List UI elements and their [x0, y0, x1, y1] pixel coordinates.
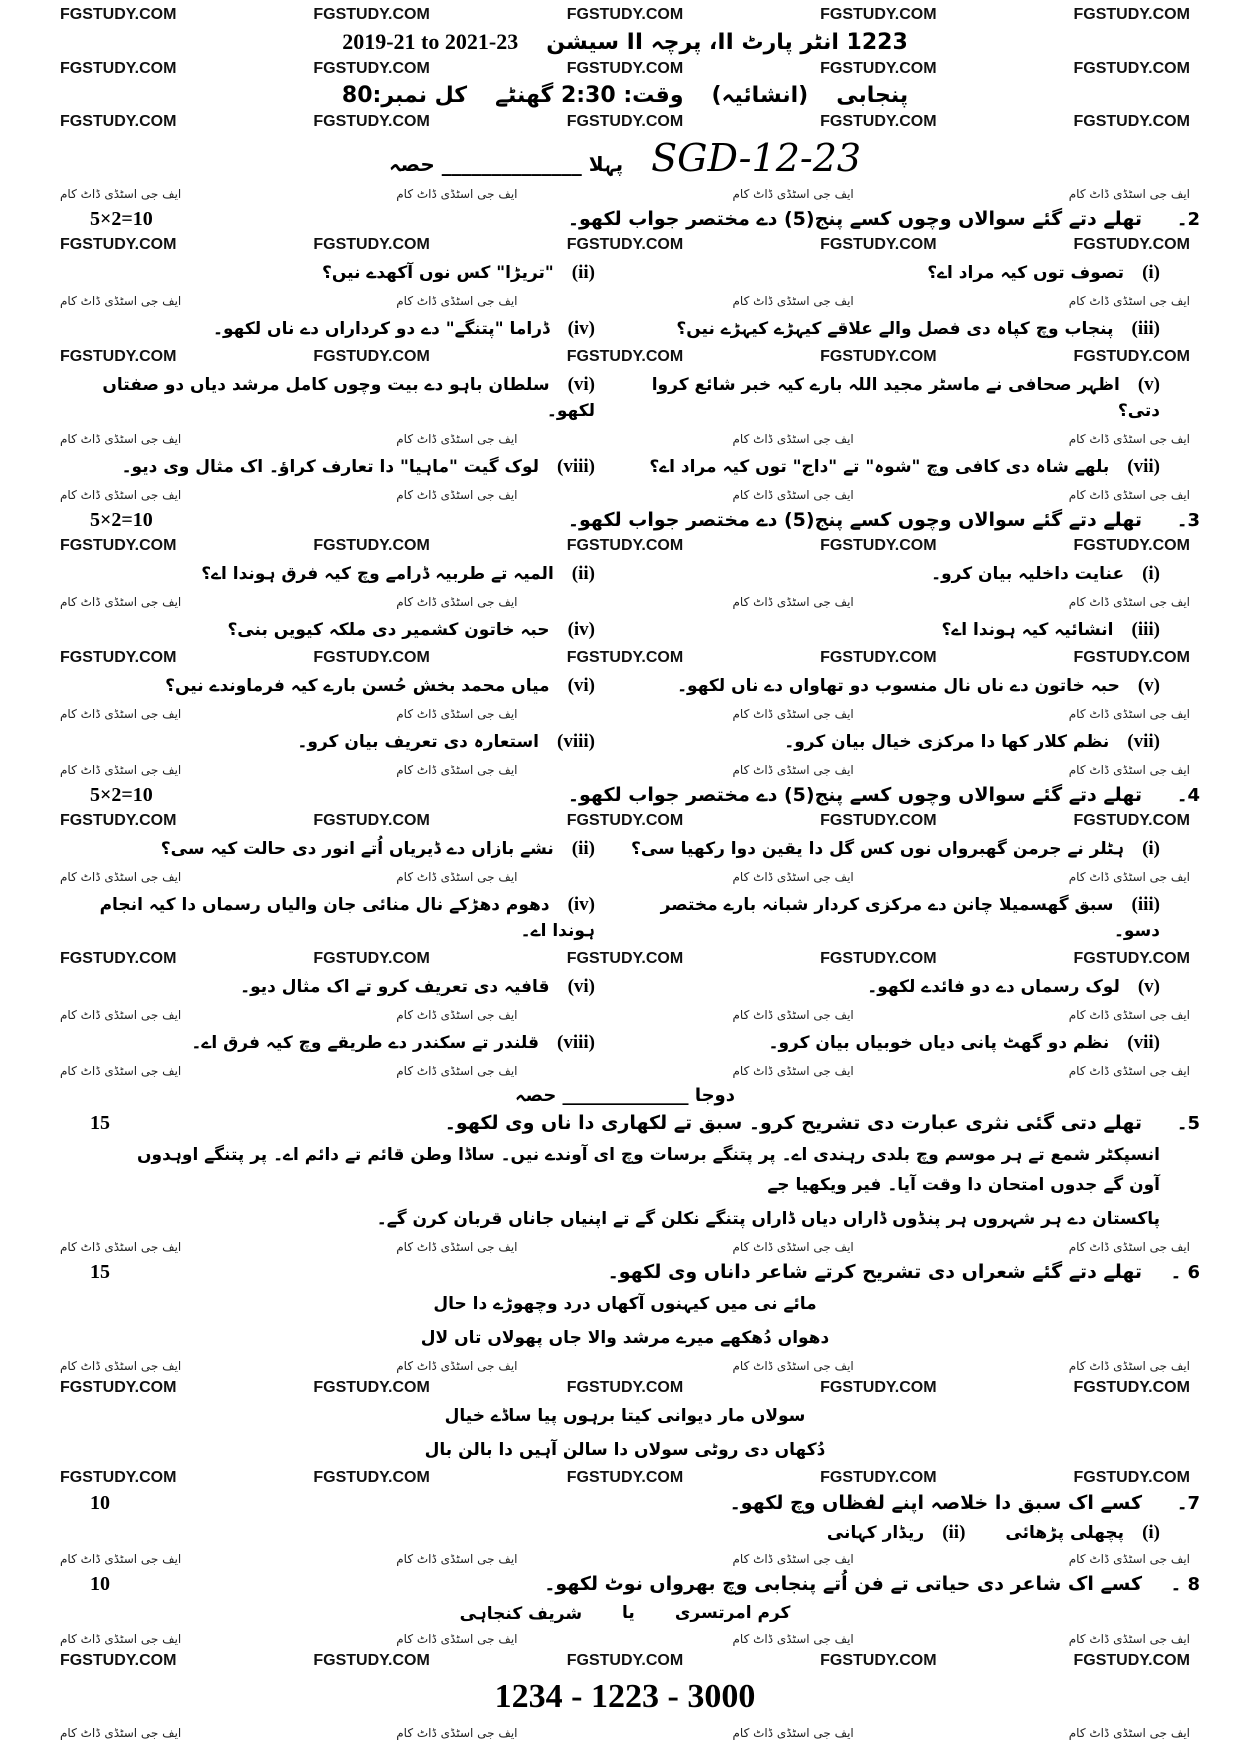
q3-part [625, 561, 1160, 587]
part-label: (vi) [567, 675, 595, 696]
watermark-row [50, 1722, 1200, 1744]
q3-header [50, 506, 1200, 535]
q4-part [60, 892, 595, 944]
part-text: سبق گھسمیلا چانن دے مرکزی کردار شبانہ بارے مختصر دسو۔ [660, 895, 1160, 941]
watermark-urdu: ایف جی اسٹڈی ڈاٹ کام [732, 870, 854, 884]
watermark-text: FGSTUDY.COM [566, 649, 684, 666]
footer-code: 1234 - 1223 - 3000 [494, 1678, 756, 1715]
q4-parts-row [50, 832, 1200, 866]
watermark-urdu: ایف جی اسٹڈی ڈاٹ کام [396, 1552, 518, 1566]
section-1-heading: پہلا ______________ حصہ [388, 152, 624, 176]
watermark-text: FGSTUDY.COM [566, 537, 684, 554]
q7-header [50, 1489, 1200, 1518]
watermark-text: FGSTUDY.COM [60, 6, 177, 23]
q2-header [50, 205, 1200, 234]
part-label: (viii) [557, 731, 595, 752]
q3-part [60, 561, 595, 587]
watermark-row [50, 484, 1200, 506]
q3-part [625, 673, 1160, 699]
watermark-urdu: ایف جی اسٹڈی ڈاٹ کام [1068, 294, 1190, 308]
part-text: لوک گیت "ماہیا" دا تعارف کراؤ۔ اک مثال وی دیو۔ [121, 457, 539, 477]
q2-parts-row [50, 450, 1200, 484]
watermark-urdu: ایف جی اسٹڈی ڈاٹ کام [732, 1064, 854, 1078]
q3-part [60, 729, 595, 755]
watermark-text: FGSTUDY.COM [313, 236, 430, 253]
part-text: المیہ تے طربیہ ڈرامے وچ کیہ فرق ہوندا اے؟ [201, 564, 554, 584]
part-text: نشے بازاں دے ڈیریاں اُتے انور دی حالت کیہ سی؟ [160, 839, 554, 859]
watermark-text: FGSTUDY.COM [60, 1652, 177, 1669]
watermark-urdu: ایف جی اسٹڈی ڈاٹ کام [1068, 1240, 1190, 1254]
watermark-urdu: ایف جی اسٹڈی ڈاٹ کام [732, 595, 854, 609]
watermark-text: FGSTUDY.COM [820, 60, 937, 77]
q7-option-2 [827, 1522, 966, 1544]
watermark-urdu: ایف جی اسٹڈی ڈاٹ کام [396, 595, 518, 609]
watermark-urdu: ایف جی اسٹڈی ڈاٹ کام [732, 187, 854, 201]
part-label: (vi) [567, 976, 595, 997]
part-text: دھوم دھڑکے نال منائی جان والیاں رسماں دا کیہ انجام ہوندا اے۔ [99, 895, 595, 941]
watermark-text: FGSTUDY.COM [60, 950, 177, 967]
part-label: (vi) [567, 374, 595, 395]
q3-instruction: تھلے دتے گئے سوالاں وچوں کسے پنج(5) دے مختصر جواب لکھو۔ [567, 509, 1142, 531]
watermark-urdu: ایف جی اسٹڈی ڈاٹ کام [60, 763, 182, 777]
watermark-urdu: ایف جی اسٹڈی ڈاٹ کام [60, 187, 182, 201]
q3-part [60, 617, 595, 643]
watermark-text: FGSTUDY.COM [820, 1469, 937, 1486]
q8-option-or: یا [622, 1603, 635, 1623]
part-text: قافیہ دی تعریف کرو تے اک مثال دیو۔ [240, 977, 550, 997]
q6-instruction: تھلے دتے گئے شعراں دی تشریح کرتے شاعر داناں وی لکھو۔ [607, 1261, 1142, 1283]
watermark-urdu: ایف جی اسٹڈی ڈاٹ کام [60, 1240, 182, 1254]
watermark-text: FGSTUDY.COM [60, 649, 177, 666]
watermark-urdu: ایف جی اسٹڈی ڈاٹ کام [732, 488, 854, 502]
part-label: (vii) [1127, 456, 1160, 477]
watermark-text: FGSTUDY.COM [820, 1379, 937, 1396]
watermark-row [50, 703, 1200, 725]
session: 2019-21 to 2021-23 [342, 29, 519, 54]
part-label: (ii) [571, 563, 595, 584]
q4-part [625, 974, 1160, 1000]
watermark-urdu: ایف جی اسٹڈی ڈاٹ کام [732, 1632, 854, 1646]
q4-header [50, 781, 1200, 810]
watermark-urdu: ایف جی اسٹڈی ڈاٹ کام [1068, 187, 1190, 201]
watermark-text: FGSTUDY.COM [566, 950, 684, 967]
part-label: (v) [1137, 675, 1160, 696]
watermark-urdu: ایف جی اسٹڈی ڈاٹ کام [396, 707, 518, 721]
watermark-row [50, 1650, 1200, 1672]
q3-marks: 5×2=10 [90, 509, 153, 531]
watermark-text: FGSTUDY.COM [1073, 537, 1190, 554]
watermark-urdu: ایف جی اسٹڈی ڈاٹ کام [732, 1552, 854, 1566]
watermark-text: FGSTUDY.COM [820, 649, 937, 666]
q6-header [50, 1258, 1200, 1287]
part-label: (iv) [567, 619, 595, 640]
q2-marks: 5×2=10 [90, 208, 153, 230]
part-label: (ii) [571, 262, 595, 283]
watermark-text: FGSTUDY.COM [820, 812, 937, 829]
watermark-urdu: ایف جی اسٹڈی ڈاٹ کام [732, 432, 854, 446]
watermark-text: FGSTUDY.COM [820, 537, 937, 554]
q4-parts-row [50, 888, 1200, 948]
watermark-urdu: ایف جی اسٹڈی ڈاٹ کام [396, 1064, 518, 1078]
watermark-row [50, 1628, 1200, 1650]
watermark-text: FGSTUDY.COM [566, 236, 684, 253]
q7-number: 7۔ [1176, 1493, 1200, 1514]
watermark-row [50, 1004, 1200, 1026]
part-label: (iii) [1131, 318, 1160, 339]
q4-part [625, 892, 1160, 944]
watermark-urdu: ایف جی اسٹڈی ڈاٹ کام [396, 294, 518, 308]
watermark-row [50, 234, 1200, 256]
q5-passage-line-2: پاکستان دے ہر شہروں ہر پنڈوں ڈاراں دیاں ڈاراں پتنگے نکلن گے تے اپنیاں جاناں قربان کرن گے۔ [376, 1209, 1160, 1229]
watermark-text: FGSTUDY.COM [1073, 1379, 1190, 1396]
watermark-urdu: ایف جی اسٹڈی ڈاٹ کام [1068, 1359, 1190, 1373]
watermark-urdu: ایف جی اسٹڈی ڈاٹ کام [396, 1726, 518, 1740]
watermark-urdu: ایف جی اسٹڈی ڈاٹ کام [396, 1240, 518, 1254]
watermark-text: FGSTUDY.COM [566, 60, 684, 77]
watermark-urdu: ایف جی اسٹڈی ڈاٹ کام [60, 1064, 182, 1078]
q3-parts-row [50, 613, 1200, 647]
watermark-row [50, 290, 1200, 312]
option-label: (i) [1142, 1522, 1160, 1543]
part-text: پنجاب وچ کپاہ دی فصل والے علاقے کیہڑے کیہڑے نیں؟ [676, 319, 1114, 339]
watermark-urdu: ایف جی اسٹڈی ڈاٹ کام [1068, 1632, 1190, 1646]
q6-verse-1: مائے نی میں کیہنوں آکھاں درد وچھوڑے دا حال [433, 1294, 817, 1314]
q4-marks: 5×2=10 [90, 784, 153, 806]
part-text: میاں محمد بخش حُسن بارے کیہ فرماوندے نیں؟ [165, 676, 550, 696]
watermark-urdu: ایف جی اسٹڈی ڈاٹ کام [60, 1632, 182, 1646]
q4-part [60, 1030, 595, 1056]
part-text: قلندر تے سکندر دے طریقے وچ کیہ فرق اے۔ [191, 1033, 539, 1053]
q6-verse-3: سولاں مار دیوانی کیتا برہوں پیا ساڈے خیال [444, 1406, 806, 1426]
part-label: (viii) [557, 1032, 595, 1053]
watermark-text: FGSTUDY.COM [60, 113, 177, 130]
watermark-text: FGSTUDY.COM [820, 6, 937, 23]
watermark-text: FGSTUDY.COM [313, 6, 430, 23]
watermark-urdu: ایف جی اسٹڈی ڈاٹ کام [732, 707, 854, 721]
watermark-urdu: ایف جی اسٹڈی ڈاٹ کام [732, 1240, 854, 1254]
part-label: (v) [1137, 976, 1160, 997]
q4-part [625, 1030, 1160, 1056]
part-text: ڈراما "پتنگے" دے دو کرداراں دے ناں لکھو۔ [213, 319, 550, 339]
q2-parts-row [50, 312, 1200, 346]
watermark-text: FGSTUDY.COM [1073, 113, 1190, 130]
watermark-row [50, 535, 1200, 557]
watermark-text: FGSTUDY.COM [313, 1652, 430, 1669]
q8-option-2: شریف کنجاہی [459, 1604, 583, 1624]
watermark-text: FGSTUDY.COM [566, 1652, 684, 1669]
watermark-text: FGSTUDY.COM [566, 348, 684, 365]
watermark-urdu: ایف جی اسٹڈی ڈاٹ کام [60, 1552, 182, 1566]
part-text: لوک رسماں دے دو فائدے لکھو۔ [867, 977, 1120, 997]
q8-marks: 10 [90, 1573, 110, 1595]
watermark-urdu: ایف جی اسٹڈی ڈاٹ کام [732, 763, 854, 777]
watermark-text: FGSTUDY.COM [1073, 950, 1190, 967]
q7-marks: 10 [90, 1492, 110, 1514]
q6-number: 6 ۔ [1170, 1262, 1200, 1283]
q6-verse-4: دُکھاں دی روٹی سولاں دا سالن آہیں دا بالن بال [424, 1440, 826, 1460]
watermark-urdu: ایف جی اسٹڈی ڈاٹ کام [396, 432, 518, 446]
q5-number: 5۔ [1176, 1113, 1200, 1134]
watermark-text: FGSTUDY.COM [1073, 1469, 1190, 1486]
q5-instruction: تھلے دتی گئی نثری عبارت دی تشریح کرو۔ سبق تے لکھاری دا ناں وی لکھو۔ [444, 1112, 1142, 1134]
watermark-urdu: ایف جی اسٹڈی ڈاٹ کام [1068, 1552, 1190, 1566]
part-label: (i) [1142, 838, 1160, 859]
q3-parts-row [50, 725, 1200, 759]
part-label: (v) [1137, 374, 1160, 395]
watermark-urdu: ایف جی اسٹڈی ڈاٹ کام [1068, 595, 1190, 609]
watermark-text: FGSTUDY.COM [60, 1379, 177, 1396]
watermark-text: FGSTUDY.COM [313, 348, 430, 365]
watermark-text: FGSTUDY.COM [313, 1469, 430, 1486]
q8-option-1: کرم امرتسری [674, 1603, 791, 1623]
watermark-row [50, 183, 1200, 205]
q2-part [625, 260, 1160, 286]
watermark-urdu: ایف جی اسٹڈی ڈاٹ کام [1068, 1008, 1190, 1022]
q8-instruction: کسے اک شاعر دی حیاتی تے فن اُتے پنجابی وچ بھرواں نوٹ لکھو۔ [544, 1573, 1142, 1595]
watermark-urdu: ایف جی اسٹڈی ڈاٹ کام [396, 870, 518, 884]
watermark-urdu: ایف جی اسٹڈی ڈاٹ کام [732, 1008, 854, 1022]
part-text: ہٹلر نے جرمن گھبرواں نوں کس گل دا یقین دوا رکھیا سی؟ [630, 839, 1125, 859]
part-label: (iv) [567, 318, 595, 339]
watermark-urdu: ایف جی اسٹڈی ڈاٹ کام [396, 763, 518, 777]
option-text: پچھلی پڑھائی [1005, 1523, 1125, 1543]
part-label: (i) [1142, 262, 1160, 283]
q7-instruction: کسے اک سبق دا خلاصہ اپنے لفظاں وچ لکھو۔ [729, 1492, 1142, 1514]
q2-number: 2۔ [1176, 209, 1200, 230]
q2-part [625, 316, 1160, 342]
option-label: (ii) [942, 1522, 966, 1543]
header-line-2 [50, 80, 1200, 111]
section-1-row [50, 133, 1200, 183]
q5-passage-line-1: انسپکٹر شمع تے ہر موسم وچ بلدی رہندی اے۔ پر پتنگے برسات وچ ای آوندے نیں۔ ساڈا وطن قائم تے دائم اے۔ پر پتنگے اوہدوں آون گے جدوں امتحان دا وقت آیا۔ فیر ویکھیا جے [137, 1145, 1160, 1195]
q4-instruction: تھلے دتے گئے سوالاں وچوں کسے پنج(5) دے مختصر جواب لکھو۔ [567, 784, 1142, 806]
paper-type: (انشائیہ) [711, 83, 809, 108]
q8-header [50, 1570, 1200, 1599]
part-text: نظم دو گھٹ پانی دیاں خوبیاں بیان کرو۔ [768, 1033, 1110, 1053]
part-text: سلطان باہو دے بیت وچوں کامل مرشد دیاں دو صفتاں لکھو۔ [102, 375, 595, 421]
q4-part [625, 836, 1160, 862]
watermark-text: FGSTUDY.COM [313, 537, 430, 554]
exam-paper [50, 0, 1200, 1764]
paper-title: 1223 انٹر پارٹ II، پرچہ II سیشن [546, 30, 908, 55]
watermark-text: FGSTUDY.COM [820, 348, 937, 365]
part-label: (iv) [567, 894, 595, 915]
watermark-urdu: ایف جی اسٹڈی ڈاٹ کام [732, 1359, 854, 1373]
q7-options [50, 1518, 1200, 1548]
q2-parts-row [50, 256, 1200, 290]
part-label: (ii) [571, 838, 595, 859]
watermark-row [50, 4, 1200, 26]
q2-part [60, 316, 595, 342]
watermark-urdu: ایف جی اسٹڈی ڈاٹ کام [1068, 707, 1190, 721]
watermark-urdu: ایف جی اسٹڈی ڈاٹ کام [60, 1359, 182, 1373]
watermark-urdu: ایف جی اسٹڈی ڈاٹ کام [1068, 488, 1190, 502]
section-2-row [50, 1082, 1200, 1109]
q2-part [60, 260, 595, 286]
watermark-text: FGSTUDY.COM [1073, 348, 1190, 365]
watermark-urdu: ایف جی اسٹڈی ڈاٹ کام [1068, 432, 1190, 446]
part-text: اظہر صحافی نے ماسٹر مجید اللہ بارے کیہ خبر شائع کروا دتی؟ [651, 375, 1160, 421]
part-text: "تریڑا" کس نوں آکھدے نیں؟ [321, 263, 554, 283]
watermark-urdu: ایف جی اسٹڈی ڈاٹ کام [396, 187, 518, 201]
part-text: انشائیہ کیہ ہوندا اے؟ [941, 620, 1114, 640]
watermark-text: FGSTUDY.COM [566, 812, 684, 829]
part-label: (vii) [1127, 731, 1160, 752]
watermark-urdu: ایف جی اسٹڈی ڈاٹ کام [60, 870, 182, 884]
watermark-row [50, 428, 1200, 450]
q6-verse-2: دھواں دُھکھے میرے مرشد والا جاں پھولاں تاں لال [420, 1328, 830, 1348]
q4-part [60, 836, 595, 862]
watermark-text: FGSTUDY.COM [313, 812, 430, 829]
q3-part [60, 673, 595, 699]
watermark-urdu: ایف جی اسٹڈی ڈاٹ کام [60, 432, 182, 446]
watermark-urdu: ایف جی اسٹڈی ڈاٹ کام [60, 488, 182, 502]
watermark-urdu: ایف جی اسٹڈی ڈاٹ کام [396, 1359, 518, 1373]
watermark-text: FGSTUDY.COM [566, 1379, 684, 1396]
watermark-text: FGSTUDY.COM [1073, 6, 1190, 23]
watermark-row [50, 1467, 1200, 1489]
watermark-row [50, 1377, 1200, 1399]
q3-part [625, 617, 1160, 643]
section-2-heading: دوجا ______________ حصہ [515, 1085, 735, 1106]
watermark-text: FGSTUDY.COM [313, 60, 430, 77]
watermark-text: FGSTUDY.COM [566, 1469, 684, 1486]
watermark-text: FGSTUDY.COM [1073, 236, 1190, 253]
watermark-text: FGSTUDY.COM [60, 348, 177, 365]
watermark-row [50, 591, 1200, 613]
q7-option-1 [1005, 1522, 1160, 1544]
header-line-1 [50, 26, 1200, 58]
watermark-text: FGSTUDY.COM [820, 236, 937, 253]
watermark-row [50, 58, 1200, 80]
watermark-text: FGSTUDY.COM [1073, 60, 1190, 77]
q2-part [60, 372, 595, 424]
watermark-text: FGSTUDY.COM [313, 1379, 430, 1396]
watermark-urdu: ایف جی اسٹڈی ڈاٹ کام [1068, 870, 1190, 884]
part-label: (i) [1142, 563, 1160, 584]
part-label: (vii) [1127, 1032, 1160, 1053]
total-marks: کل نمبر:80 [341, 83, 468, 108]
part-text: تصوف توں کیہ مراد اے؟ [927, 263, 1125, 283]
q2-part [625, 454, 1160, 480]
watermark-row [50, 948, 1200, 970]
part-label: (iii) [1131, 894, 1160, 915]
part-text: حبہ خاتون دے ناں نال منسوب دو تھاواں دے ناں لکھو۔ [677, 676, 1120, 696]
q8-options [50, 1599, 1200, 1628]
time-allowed: وقت: 2:30 گھنٹے [495, 83, 684, 108]
watermark-row [50, 647, 1200, 669]
part-text: نظم کلار کھا دا مرکزی خیال بیان کرو۔ [784, 732, 1110, 752]
watermark-text: FGSTUDY.COM [566, 113, 684, 130]
paper-code: SGD-12-23 [651, 136, 862, 180]
part-label: (viii) [557, 456, 595, 477]
watermark-row [50, 1355, 1200, 1377]
watermark-text: FGSTUDY.COM [820, 113, 937, 130]
option-text: ریڈار کہانی [826, 1523, 925, 1543]
watermark-urdu: ایف جی اسٹڈی ڈاٹ کام [60, 595, 182, 609]
watermark-text: FGSTUDY.COM [1073, 1652, 1190, 1669]
q4-part [60, 974, 595, 1000]
q2-parts-row [50, 368, 1200, 428]
part-text: عنایت داخلیہ بیان کرو۔ [931, 564, 1125, 584]
q3-parts-row [50, 557, 1200, 591]
watermark-text: FGSTUDY.COM [313, 113, 430, 130]
q2-part [625, 372, 1160, 424]
watermark-text: FGSTUDY.COM [313, 950, 430, 967]
part-text: حبہ خاتون کشمیر دی ملکہ کیویں بنی؟ [227, 620, 550, 640]
watermark-text: FGSTUDY.COM [566, 6, 684, 23]
q6-marks: 15 [90, 1261, 110, 1283]
watermark-row [50, 346, 1200, 368]
watermark-urdu: ایف جی اسٹڈی ڈاٹ کام [60, 1008, 182, 1022]
q4-parts-row [50, 970, 1200, 1004]
watermark-text: FGSTUDY.COM [1073, 649, 1190, 666]
watermark-row [50, 1548, 1200, 1570]
watermark-text: FGSTUDY.COM [313, 649, 430, 666]
watermark-text: FGSTUDY.COM [60, 812, 177, 829]
watermark-urdu: ایف جی اسٹڈی ڈاٹ کام [732, 1726, 854, 1740]
q5-marks: 15 [90, 1112, 110, 1134]
q5-header [50, 1109, 1200, 1138]
short-questions [50, 205, 1200, 1082]
watermark-urdu: ایف جی اسٹڈی ڈاٹ کام [1068, 1726, 1190, 1740]
watermark-urdu: ایف جی اسٹڈی ڈاٹ کام [1068, 1064, 1190, 1078]
watermark-urdu: ایف جی اسٹڈی ڈاٹ کام [396, 488, 518, 502]
part-text: بلھے شاہ دی کافی وچ "شوہ" تے "داج" توں کیہ مراد اے؟ [649, 457, 1110, 477]
watermark-row [50, 759, 1200, 781]
watermark-text: FGSTUDY.COM [60, 537, 177, 554]
watermark-row [50, 866, 1200, 888]
part-text: استعارہ دی تعریف بیان کرو۔ [297, 732, 539, 752]
q2-instruction: تھلے دتے گئے سوالاں وچوں کسے پنج(5) دے مختصر جواب لکھو۔ [567, 208, 1142, 230]
watermark-row [50, 1236, 1200, 1258]
watermark-urdu: ایف جی اسٹڈی ڈاٹ کام [396, 1632, 518, 1646]
part-label: (iii) [1131, 619, 1160, 640]
q4-parts-row [50, 1026, 1200, 1060]
watermark-text: FGSTUDY.COM [60, 60, 177, 77]
watermark-urdu: ایف جی اسٹڈی ڈاٹ کام [1068, 763, 1190, 777]
watermark-urdu: ایف جی اسٹڈی ڈاٹ کام [60, 294, 182, 308]
q3-parts-row [50, 669, 1200, 703]
q4-number: 4۔ [1176, 785, 1200, 806]
subject: پنجابی [836, 83, 909, 108]
watermark-text: FGSTUDY.COM [1073, 812, 1190, 829]
watermark-text: FGSTUDY.COM [60, 236, 177, 253]
q2-part [60, 454, 595, 480]
q3-number: 3۔ [1176, 510, 1200, 531]
watermark-urdu: ایف جی اسٹڈی ڈاٹ کام [60, 1726, 182, 1740]
watermark-row [50, 111, 1200, 133]
watermark-row [50, 810, 1200, 832]
q8-number: 8 ۔ [1170, 1574, 1200, 1595]
watermark-urdu: ایف جی اسٹڈی ڈاٹ کام [60, 707, 182, 721]
watermark-urdu: ایف جی اسٹڈی ڈاٹ کام [396, 1008, 518, 1022]
watermark-text: FGSTUDY.COM [60, 1469, 177, 1486]
watermark-row [50, 1060, 1200, 1082]
watermark-text: FGSTUDY.COM [820, 950, 937, 967]
q3-part [625, 729, 1160, 755]
watermark-urdu: ایف جی اسٹڈی ڈاٹ کام [732, 294, 854, 308]
watermark-text: FGSTUDY.COM [820, 1652, 937, 1669]
